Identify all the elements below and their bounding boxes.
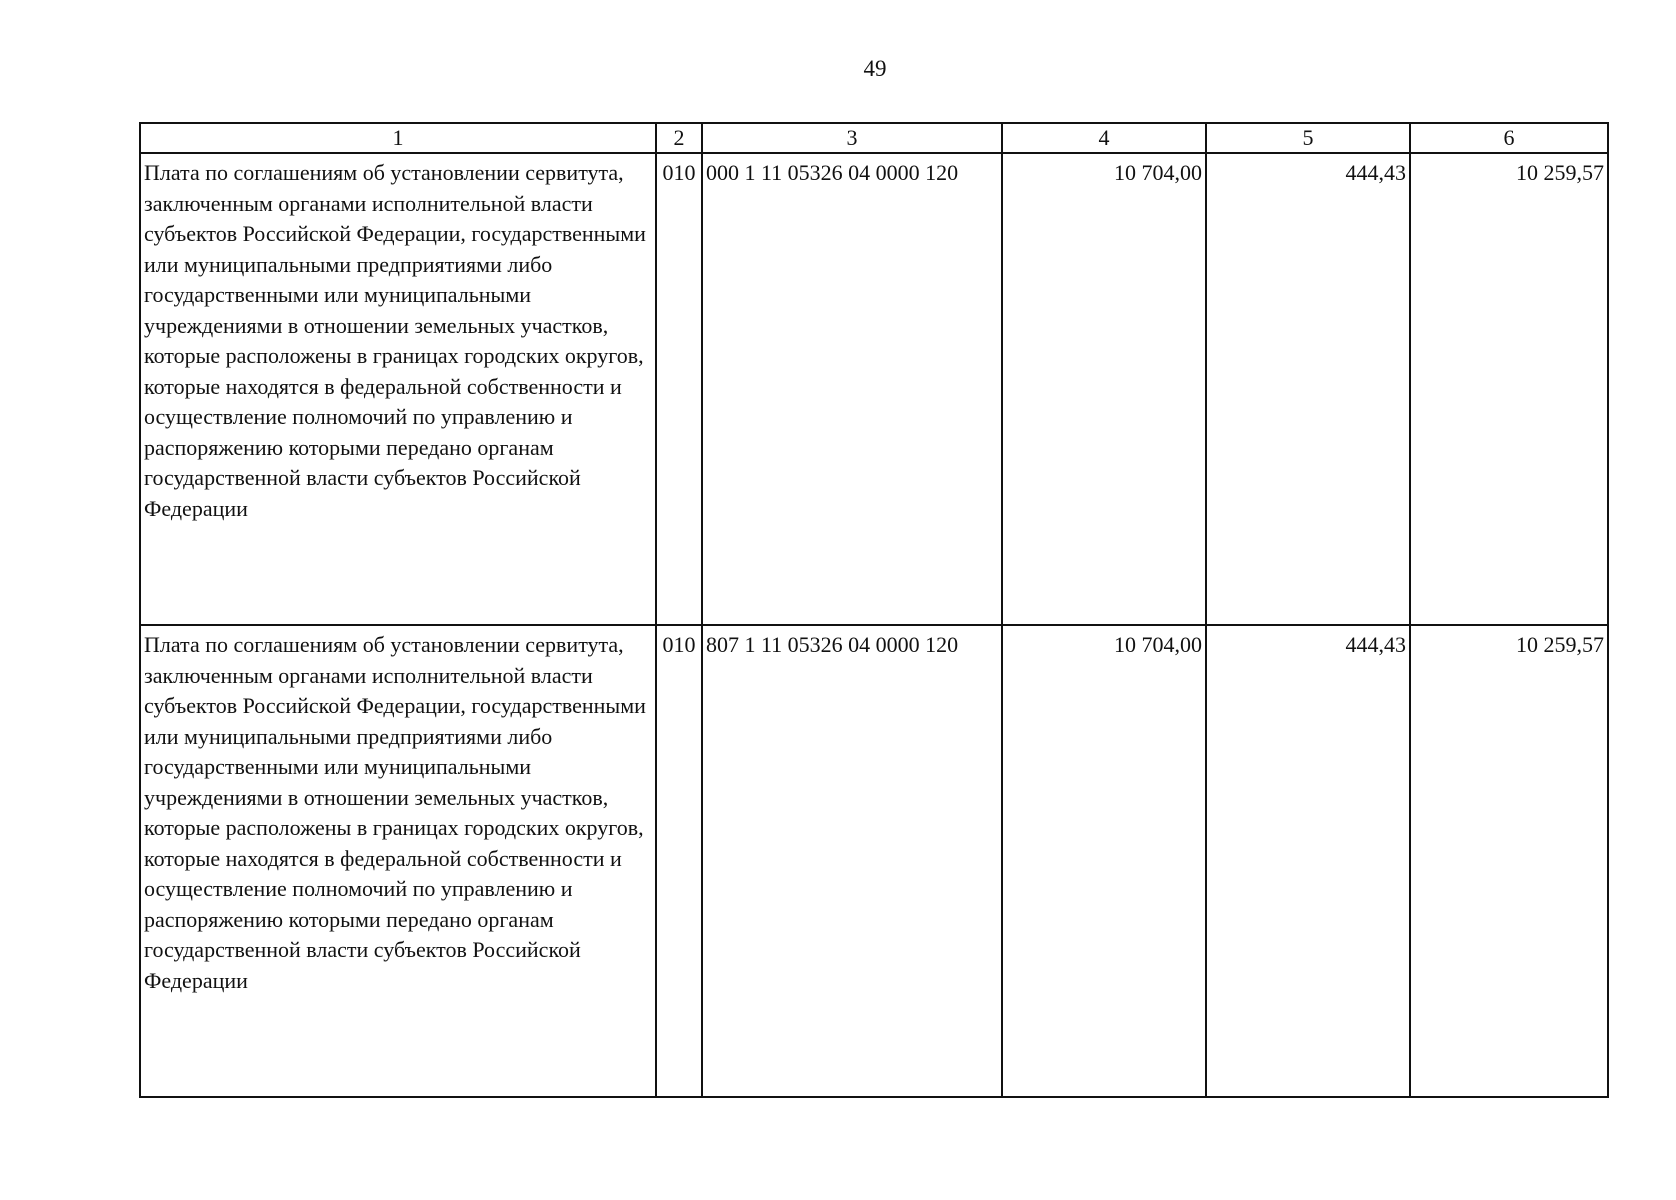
- column-header-1: 1: [140, 123, 656, 153]
- table-row: [140, 625, 1608, 1097]
- table-row: [140, 153, 1608, 625]
- report-table: [139, 122, 1609, 1098]
- column-header-6: 6: [1410, 123, 1608, 153]
- row-kbk-cell: 000 1 11 05326 04 0000 120: [702, 153, 1002, 625]
- page-number: 49: [863, 56, 887, 81]
- row-code-cell: 010: [656, 625, 702, 1097]
- row-code-cell: 010: [656, 153, 702, 625]
- row-name-cell: Плата по соглашениям об установлении сервитута, заключенным органами исполнительной власти субъектов Российской Федерации, государственными или муниципальными предприятиями либо государственными или муниципальными учреждениями в отношении земельных участков, которые расположены в границах городских округов, которые находятся в федеральной собственности и осуществление полномочий по управлению и распоряжению которыми передано органам государственной власти субъектов Российской Федерации: [140, 625, 656, 1097]
- row-col6-cell: 10 259,57: [1410, 153, 1608, 625]
- column-header-5: 5: [1206, 123, 1410, 153]
- row-col6-cell: 10 259,57: [1410, 625, 1608, 1097]
- row-kbk-cell: 807 1 11 05326 04 0000 120: [702, 625, 1002, 1097]
- row-col4-cell: 10 704,00: [1002, 153, 1206, 625]
- column-header-4: 4: [1002, 123, 1206, 153]
- row-name-cell: Плата по соглашениям об установлении сервитута, заключенным органами исполнительной власти субъектов Российской Федерации, государственными или муниципальными предприятиями либо государственными или муниципальными учреждениями в отношении земельных участков, которые расположены в границах городских округов, которые находятся в федеральной собственности и осуществление полномочий по управлению и распоряжению которыми передано органам государственной власти субъектов Российской Федерации: [140, 153, 656, 625]
- row-col5-cell: 444,43: [1206, 153, 1410, 625]
- report-table-container: [139, 122, 1609, 1098]
- row-col4-cell: 10 704,00: [1002, 625, 1206, 1097]
- column-header-2: 2: [656, 123, 702, 153]
- row-col5-cell: 444,43: [1206, 625, 1410, 1097]
- table-header-row: [140, 123, 1608, 153]
- column-header-3: 3: [702, 123, 1002, 153]
